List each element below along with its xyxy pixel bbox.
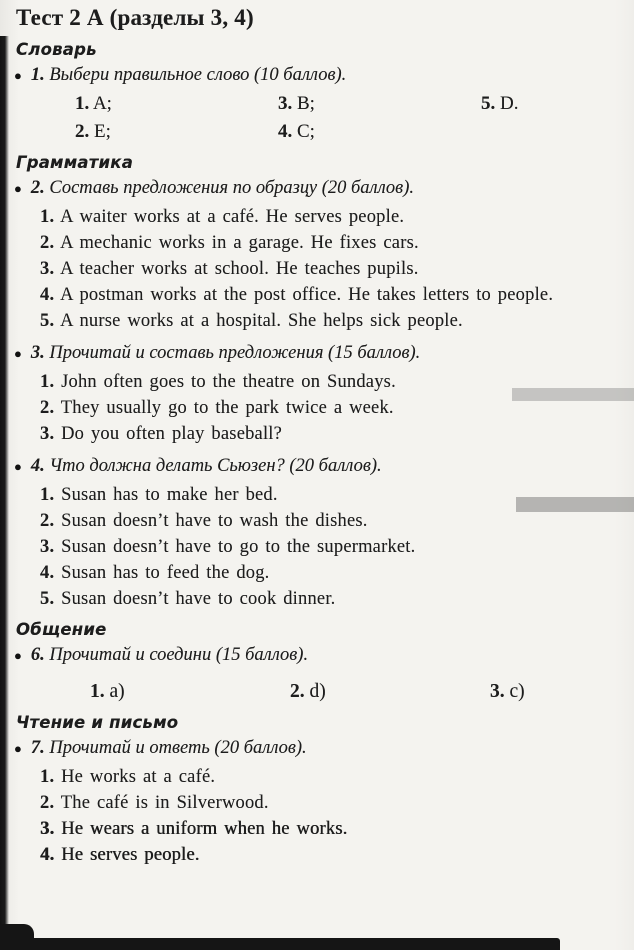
answer-line xyxy=(14,560,580,586)
task-2 xyxy=(14,175,620,202)
task-number: 4. xyxy=(30,456,45,476)
answer-option xyxy=(278,119,481,145)
task-label-text: Выбери правильное слово (10 баллов). xyxy=(49,65,347,85)
task-label xyxy=(31,453,382,480)
task-number: 1. xyxy=(30,65,45,85)
answer-text: A mechanic works in a garage. He fixes cars. xyxy=(60,233,419,253)
answer-number: 1. xyxy=(40,372,55,392)
task-label-text: Что должна делать Сьюзен? (20 баллов). xyxy=(49,456,382,476)
answer-line xyxy=(14,764,580,790)
scan-artifact-bottom-bar xyxy=(26,938,560,950)
answer-text: A nurse works at a hospital. She helps sick people. xyxy=(60,311,463,331)
answer-text: A teacher works at school. He teaches pupils. xyxy=(60,259,419,279)
task-1 xyxy=(14,62,620,89)
answer-option xyxy=(278,91,481,117)
answer-text: Susan has to feed the dog. xyxy=(61,563,270,583)
scan-artifact-corner-blob xyxy=(0,924,34,950)
bullet-icon: ● xyxy=(14,741,22,756)
answer-option xyxy=(290,679,490,705)
answer-number: 1. xyxy=(40,485,55,505)
answer-number: 4. xyxy=(40,563,55,583)
answer-number: 4. xyxy=(278,121,293,142)
answer-line xyxy=(14,790,580,816)
answers-task-2 xyxy=(14,204,580,334)
answer-line xyxy=(14,282,580,308)
answer-line xyxy=(14,816,580,842)
section-heading-communication: Общение xyxy=(16,620,107,639)
answer-text: Susan doesn’t have to go to the supermarket. xyxy=(61,537,416,557)
answer-number: 2. xyxy=(40,398,55,418)
answer-text: C; xyxy=(297,121,315,142)
task-number: 3. xyxy=(30,343,45,363)
task-4 xyxy=(14,453,620,480)
answer-number: 2. xyxy=(40,511,55,531)
answer-line xyxy=(14,508,580,534)
answers-task-3 xyxy=(14,369,580,447)
task-label xyxy=(31,62,346,89)
answer-line xyxy=(14,230,580,256)
answer-number: 1. xyxy=(90,681,105,702)
answer-number: 3. xyxy=(490,681,505,702)
task-label xyxy=(31,642,308,669)
answer-text: A waiter works at a café. He serves people. xyxy=(60,207,405,227)
answer-text: Susan doesn’t have to cook dinner. xyxy=(61,589,336,609)
bullet-icon: ● xyxy=(14,346,22,361)
answer-number: 1. xyxy=(40,207,55,227)
answer-text: a) xyxy=(109,681,125,702)
section-heading-grammar: Грамматика xyxy=(16,153,134,172)
task-number: 6. xyxy=(30,645,45,665)
answer-text: They usually go to the park twice a week. xyxy=(60,398,394,418)
answer-text: He wears a uniform when he works. xyxy=(61,819,348,839)
bullet-icon: ● xyxy=(14,181,22,196)
task-label-text: Прочитай и составь предложения (15 баллов). xyxy=(49,343,421,363)
answer-text: Susan has to make her bed. xyxy=(61,485,278,505)
answer-text: A; xyxy=(92,93,112,114)
answer-number: 2. xyxy=(75,121,90,142)
answer-option xyxy=(75,91,278,117)
answer-number: 5. xyxy=(40,589,55,609)
answers-task-4 xyxy=(14,482,580,612)
answer-line xyxy=(14,204,580,230)
answer-option xyxy=(90,679,290,705)
task-number: 2. xyxy=(30,178,45,198)
answer-line xyxy=(14,842,580,868)
answer-number: 5. xyxy=(481,93,496,114)
answer-text: Do you often play baseball? xyxy=(61,424,283,444)
task-7 xyxy=(14,735,620,762)
answer-number: 4. xyxy=(40,285,55,305)
answer-number: 4. xyxy=(40,845,55,865)
task-6 xyxy=(14,642,620,669)
answer-number: 2. xyxy=(40,793,55,813)
answer-number: 5. xyxy=(40,311,55,331)
answer-option xyxy=(481,91,620,117)
answer-number: 3. xyxy=(40,537,55,557)
answer-text: He serves people. xyxy=(61,845,200,865)
answer-number: 1. xyxy=(75,93,90,114)
answer-text: E; xyxy=(94,121,111,142)
answer-text: He works at a café. xyxy=(61,767,216,787)
task-number: 7. xyxy=(30,738,45,758)
answer-text: A postman works at the post office. He takes letters to people. xyxy=(60,285,554,305)
answer-text: B; xyxy=(297,93,315,114)
section-heading-reading-writing: Чтение и письмо xyxy=(16,713,179,732)
answer-number: 3. xyxy=(40,819,55,839)
answer-line xyxy=(14,256,580,282)
answer-number: 2. xyxy=(290,681,305,702)
answer-number: 2. xyxy=(40,233,55,253)
answer-line xyxy=(14,308,580,334)
task-label-text: Составь предложения по образцу (20 баллов). xyxy=(49,178,414,198)
answer-line xyxy=(14,482,580,508)
answer-text: c) xyxy=(509,681,525,702)
answer-line xyxy=(14,586,580,612)
section-heading-vocabulary: Словарь xyxy=(16,40,97,59)
answer-number: 3. xyxy=(278,93,293,114)
answer-text: D. xyxy=(500,93,519,114)
answers-task-7 xyxy=(14,764,580,868)
task-label xyxy=(31,175,414,202)
bullet-icon: ● xyxy=(14,68,22,83)
task-label xyxy=(31,735,307,762)
answer-text: d) xyxy=(309,681,326,702)
answer-option xyxy=(75,119,278,145)
answers-grid-task-1 xyxy=(75,91,620,145)
answer-line xyxy=(14,421,580,447)
answer-text: The café is in Silverwood. xyxy=(60,793,269,813)
bullet-icon: ● xyxy=(14,459,22,474)
answer-line xyxy=(14,369,580,395)
task-label-text: Прочитай и ответь (20 баллов). xyxy=(49,738,307,758)
answer-text: Susan doesn’t have to wash the dishes. xyxy=(61,511,368,531)
bullet-icon: ● xyxy=(14,648,22,663)
answer-line xyxy=(14,534,580,560)
task-label xyxy=(31,340,420,367)
answer-option xyxy=(490,679,620,705)
page-title: Тест 2 А (разделы 3, 4) xyxy=(16,5,254,30)
answer-number: 3. xyxy=(40,259,55,279)
answer-number: 1. xyxy=(40,767,55,787)
task-3 xyxy=(14,340,620,367)
task-label-text: Прочитай и соедини (15 баллов). xyxy=(49,645,309,665)
answers-grid-task-6 xyxy=(90,679,620,705)
answer-text: John often goes to the theatre on Sundays. xyxy=(61,372,396,392)
answer-line xyxy=(14,395,580,421)
answer-number: 3. xyxy=(40,424,55,444)
